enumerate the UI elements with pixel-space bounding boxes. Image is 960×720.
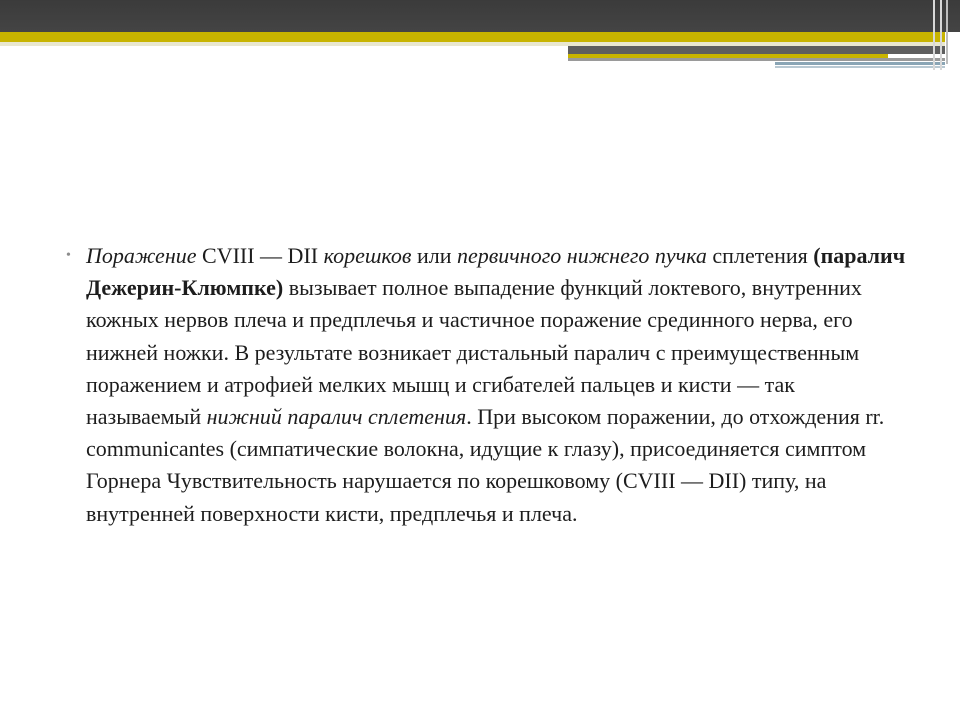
text-italic-term: нижний паралич сплетения [206,404,467,430]
header-accent-stripe [0,32,945,42]
text-italic-term: Поражение [86,243,197,268]
slide-content [66,240,906,530]
text-bold-syndrome-name: (паралич Дежерин-Клюмпке) [86,243,906,301]
header-vertical-line [946,0,948,64]
text-italic-term: корешков [323,243,412,268]
text-segment: сплетения [706,243,814,268]
header-blue-stripe-right-secondary [775,66,945,68]
text-segment: CVIII — DII [196,243,324,268]
bullet-icon: • [66,248,71,263]
header-vertical-line [940,0,942,70]
text-segment: или [411,243,457,268]
header-band [0,0,960,32]
text-italic-term: первичного нижнего пучка [456,243,707,268]
header-vertical-line [933,0,935,70]
bullet-paragraph [66,240,906,530]
text-segment: вызывает полное выпадение функций локтевого, внутренних кожных нервов плеча и предплечья и частичное поражение срединного нерва, его нижней ножки. В результате возникает дистальный паралич с преимущественным поражением и атрофией мелких мышц и сгибателей пальцев и кисти — так называемый [86,275,862,430]
text-segment: . При высоком поражении, до отхождения rr. communicantes (симпатические волокна, идущие к глазу), присоединяется симптом Горнера Чувствительность нарушается по корешковому (CVIII — DII) типу, на внутренней поверхности кисти, предплечья и плеча. [86,404,885,526]
header-blue-stripe-right [775,62,945,65]
header-dark-stripe-right [568,46,945,54]
header-grey-stripe-right [568,58,945,61]
